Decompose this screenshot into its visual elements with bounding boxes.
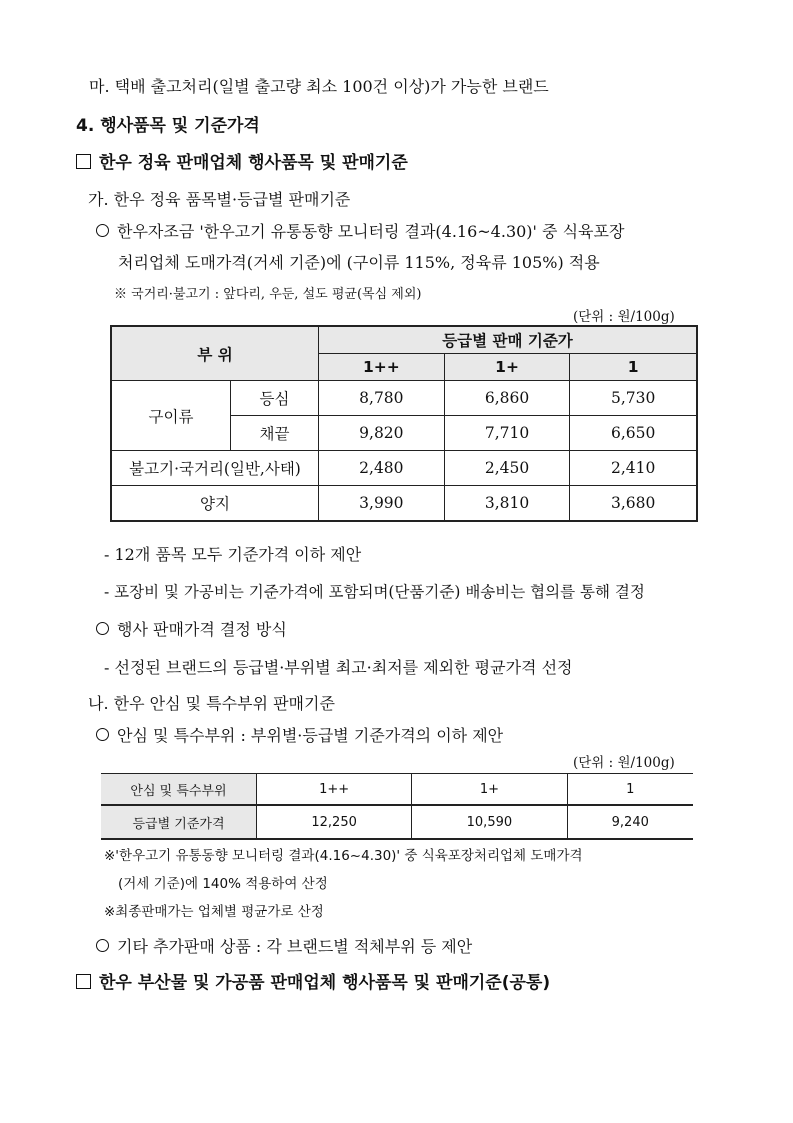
note-line: ※최종판매가는 업체별 평균가로 산정 bbox=[104, 904, 324, 920]
price-cell: 9,240 bbox=[567, 805, 693, 839]
subsection-title-text: 한우 정육 판매업체 행사품목 및 판매기준 bbox=[99, 153, 408, 173]
price-cell: 7,710 bbox=[444, 416, 570, 451]
part-label: 불고기·국거리(일반,사태) bbox=[111, 451, 319, 486]
subsection-title bbox=[76, 973, 550, 993]
price-cell: 3,990 bbox=[319, 486, 445, 522]
text-line: 마. 택배 출고처리(일별 출고량 최소 100건 이상)가 가능한 브랜드 bbox=[89, 77, 549, 96]
grade-header: 1 bbox=[567, 774, 693, 806]
price-cell: 6,650 bbox=[570, 416, 697, 451]
part-label: 등심 bbox=[231, 381, 319, 416]
subsection-title bbox=[76, 153, 408, 173]
price-cell: 3,680 bbox=[570, 486, 697, 522]
price-table-cuts bbox=[110, 325, 698, 522]
unit-label: (단위 : 원/100g) bbox=[573, 755, 675, 771]
grade-header: 1++ bbox=[257, 774, 412, 806]
price-cell: 12,250 bbox=[257, 805, 412, 839]
price-cell: 10,590 bbox=[412, 805, 567, 839]
bullet-text: 한우자조금 '한우고기 유통동향 모니터링 결과(4.16~4.30)' 중 식육포장 bbox=[117, 222, 625, 241]
dash-line: - 선정된 브랜드의 등급별·부위별 최고·최저를 제외한 평균가격 선정 bbox=[104, 658, 573, 677]
bullet-line bbox=[96, 937, 472, 957]
bullet-line bbox=[96, 222, 624, 242]
price-cell: 9,820 bbox=[319, 416, 445, 451]
dash-line: - 포장비 및 가공비는 기준가격에 포함되며(단품기준) 배송비는 협의를 통해 결정 bbox=[104, 583, 645, 601]
price-cell: 3,810 bbox=[444, 486, 570, 522]
grade-header: 1++ bbox=[319, 354, 445, 381]
price-table-special bbox=[101, 773, 693, 840]
group-label: 구이류 bbox=[111, 381, 231, 451]
circle-bullet-icon bbox=[96, 224, 109, 237]
price-cell: 2,450 bbox=[444, 451, 570, 486]
price-cell: 6,860 bbox=[444, 381, 570, 416]
bullet-continuation: 처리업체 도매가격(거세 기준)에 (구이류 115%, 정육류 105%) 적용 bbox=[118, 253, 600, 272]
bullet-text: 기타 추가판매 상품 : 각 브랜드별 적체부위 등 제안 bbox=[117, 937, 473, 956]
bullet-line bbox=[96, 726, 503, 746]
label-cell: 안심 및 특수부위 bbox=[101, 774, 257, 806]
circle-bullet-icon bbox=[96, 939, 109, 952]
part-label: 채끝 bbox=[231, 416, 319, 451]
note-line: (거세 기준)에 140% 적용하여 산정 bbox=[118, 876, 328, 892]
price-cell: 2,410 bbox=[570, 451, 697, 486]
item-heading: 나. 한우 안심 및 특수부위 판매기준 bbox=[88, 694, 335, 713]
table-row bbox=[111, 381, 697, 416]
subsection-title-text: 한우 부산물 및 가공품 판매업체 행사품목 및 판매기준(공통) bbox=[99, 973, 551, 993]
note-line: ※ 국거리·불고기 : 앞다리, 우둔, 설도 평균(목심 제외) bbox=[114, 287, 422, 302]
bullet-text: 행사 판매가격 결정 방식 bbox=[117, 620, 287, 639]
price-cell: 8,780 bbox=[319, 381, 445, 416]
label-cell: 등급별 기준가격 bbox=[101, 805, 257, 839]
grade-header: 1+ bbox=[444, 354, 570, 381]
checkbox-square-icon bbox=[76, 974, 91, 989]
circle-bullet-icon bbox=[96, 728, 109, 741]
header-part: 부 위 bbox=[111, 326, 319, 381]
dash-line: - 12개 품목 모두 기준가격 이하 제안 bbox=[104, 545, 362, 564]
grade-header: 1 bbox=[570, 354, 697, 381]
bullet-text: 안심 및 특수부위 : 부위별·등급별 기준가격의 이하 제안 bbox=[117, 726, 504, 745]
bullet-line bbox=[96, 620, 287, 640]
price-cell: 2,480 bbox=[319, 451, 445, 486]
table-row bbox=[111, 451, 697, 486]
note-line: ※'한우고기 유통동향 모니터링 결과(4.16~4.30)' 중 식육포장처리업체 도매가격 bbox=[104, 848, 583, 864]
price-cell: 5,730 bbox=[570, 381, 697, 416]
part-label: 양지 bbox=[111, 486, 319, 522]
table-row bbox=[111, 486, 697, 522]
unit-label: (단위 : 원/100g) bbox=[573, 309, 675, 325]
item-heading: 가. 한우 정육 품목별·등급별 판매기준 bbox=[88, 190, 351, 209]
header-grade: 등급별 판매 기준가 bbox=[319, 326, 698, 354]
circle-bullet-icon bbox=[96, 622, 109, 635]
checkbox-square-icon bbox=[76, 154, 91, 169]
grade-header: 1+ bbox=[412, 774, 567, 806]
section-heading: 4. 행사품목 및 기준가격 bbox=[76, 116, 260, 136]
